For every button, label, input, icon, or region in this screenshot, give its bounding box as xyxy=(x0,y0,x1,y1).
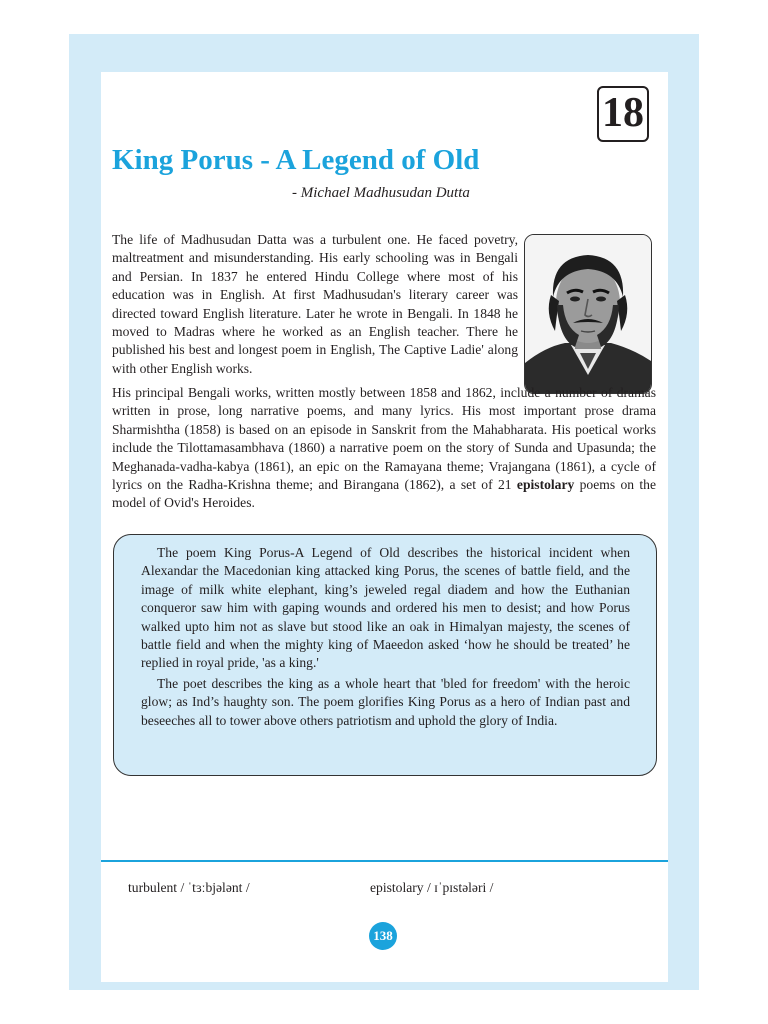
intro-paragraph: The life of Madhusudan Datta was a turbulent one. He faced povetry, maltreatment and misunderstanding. His early schooling was in Bengali and Persian. In 1837 he entered Hindu College where most of his education was in English. At first Madhusudan's literary career was directed toward English literature. Later he wrote in Bengali. In 1848 he moved to Madras where he worked as an English teacher. There he published his best and longest poem in English, The Captive Ladie' along with other English works. xyxy=(112,232,518,376)
summary-box xyxy=(113,534,657,776)
works-text-end: poems on the model of Ovid's Heroides. xyxy=(112,477,656,511)
page-sheet xyxy=(101,72,668,982)
page-number-badge: 138 xyxy=(369,922,397,950)
summary-paragraph-1: The poem King Porus-A Legend of Old describes the historical incident when Alexandar the Macedonian king attacked king Porus, the scenes of battle field, and the image of milk white elephant, king’s jeweled regal diadem and how the Euthanian conqueror saw him with gaping wounds and ordered his men to desist; and how Porus walked upto him not as slave but stood like an oak in Himalyan majesty, the scenes of battle field and when the mighty king of Maeedon asked ‘how he should be treated’ he replied in royal pride, 'as a king.' xyxy=(141,545,630,671)
summary-paragraph-2: The poet describes the king as a whole heart that 'bled for freedom' with the heroic glow; as Ind’s haughty son. The poem glorifies King Porus as a hero of Indian past and beseeches all to tower above others patriotism and uphold the glory of India. xyxy=(141,675,630,728)
works-bold-word: epistolary xyxy=(516,477,575,493)
portrait-photo-icon xyxy=(525,235,651,393)
works-paragraph xyxy=(112,384,656,513)
author-portrait xyxy=(524,234,652,394)
chapter-number-badge: 18 xyxy=(597,86,649,142)
footer-divider xyxy=(101,860,668,862)
glossary-entry-turbulent: turbulent / ˈtɜːbjələnt / xyxy=(128,880,250,895)
page-title: King Porus - A Legend of Old xyxy=(112,144,480,176)
glossary-entry-epistolary: epistolary / ɪˈpɪstələri / xyxy=(370,880,494,895)
works-text: His principal Bengali works, written mostly between 1858 and 1862, include a number of dramas written in prose, long narrative poems, and many lyrics. His most important prose drama Sharmishtha (1858) is based on an episode in Sanskrit from the Mahabharata. His poetical works include the Tilottamasambhava (1860) a narrative poem on the story of Sunda and Upasunda; the Meghanada-vadha-kabya (1861), an epic on the Ramayana theme; Vrajangana (1861), a cycle of lyrics on the Radha-Krishna theme; and Birangana (1862), a set of 21 xyxy=(112,385,656,493)
works-block xyxy=(112,384,656,513)
author-line: - Michael Madhusudan Dutta xyxy=(292,185,470,201)
intro-block xyxy=(112,231,518,378)
